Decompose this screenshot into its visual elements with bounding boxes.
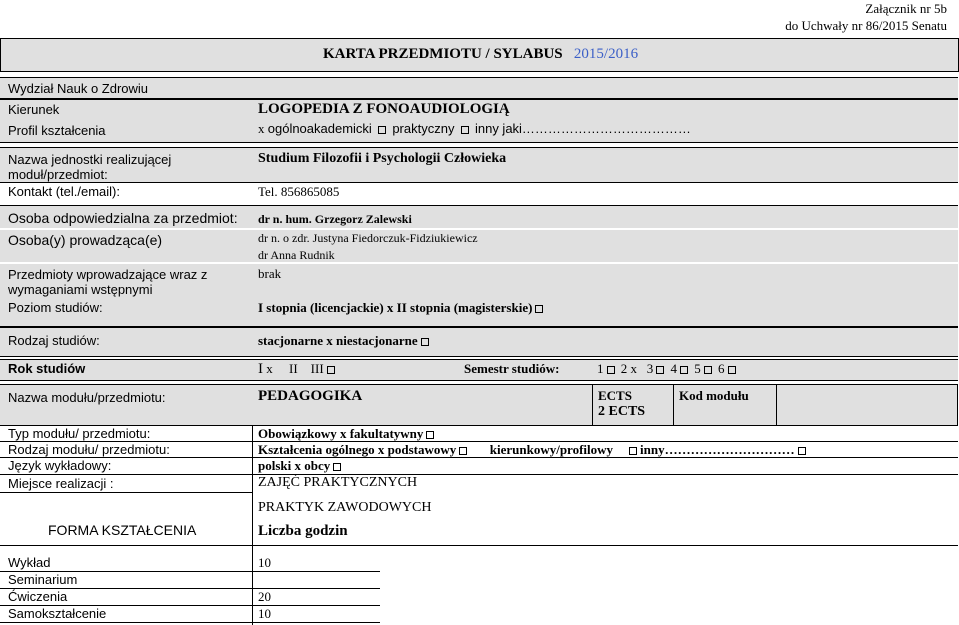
checkbox-icon[interactable] bbox=[421, 338, 429, 346]
checkbox-icon[interactable] bbox=[704, 366, 712, 374]
profil-mark: x bbox=[258, 121, 265, 136]
row-divider bbox=[0, 545, 958, 546]
wprowadzajace-label: Przedmioty wprowadzające wraz z wymaganiami wstępnymi bbox=[8, 267, 208, 297]
profil-option-other: inny jaki………………………………… bbox=[474, 121, 691, 136]
checkbox-icon[interactable] bbox=[461, 126, 469, 134]
ects-value: 2 ECTS bbox=[598, 404, 646, 419]
profil-option-practical: praktyczny bbox=[392, 121, 455, 136]
forms-column-divider bbox=[252, 545, 253, 625]
attachment-note bbox=[785, 0, 947, 34]
poziom-text: I stopnia (licencjackie) x II stopnia (magisterskie) bbox=[258, 300, 533, 315]
resolution-reference: do Uchwały nr 86/2015 Senatu bbox=[785, 18, 947, 33]
form-row-divider bbox=[0, 622, 380, 623]
jednostka-value: Studium Filozofii i Psychologii Człowieka bbox=[258, 151, 507, 166]
checkbox-icon[interactable] bbox=[459, 447, 467, 455]
form-name: Ćwiczenia bbox=[8, 589, 68, 604]
form-hours: 10 bbox=[258, 606, 271, 621]
miejsce-value: ZAJĘĆ PRAKTYCZNYCH bbox=[258, 475, 418, 490]
year-1: I bbox=[258, 361, 263, 377]
persons-divider bbox=[0, 262, 958, 264]
rodzaj-text: stacjonarne x niestacjonarne bbox=[258, 333, 418, 348]
row-divider bbox=[0, 457, 958, 458]
faculty-band bbox=[0, 77, 958, 99]
semester-6: 6 bbox=[718, 361, 725, 376]
jezyk-value bbox=[258, 458, 344, 474]
kontakt-value: Tel. 856865085 bbox=[258, 184, 340, 199]
checkbox-icon[interactable] bbox=[426, 431, 434, 439]
miejsce-label: Miejsce realizacji : bbox=[8, 476, 114, 491]
attachment-number: Załącznik nr 5b bbox=[865, 1, 947, 16]
odpowiedzialna-label: Osoba odpowiedzialna za przedmiot: bbox=[8, 210, 238, 226]
semester-mark: x bbox=[630, 361, 637, 376]
rodzaj-value bbox=[258, 333, 432, 349]
checkbox-icon[interactable] bbox=[728, 366, 736, 374]
prowadzaca-value-2: dr Anna Rudnik bbox=[258, 248, 335, 262]
prowadzaca-value-1: dr n. o zdr. Justyna Fiedorczuk-Fidziukiewicz bbox=[258, 231, 478, 245]
ects-label: ECTS bbox=[598, 388, 632, 403]
checkbox-icon[interactable] bbox=[629, 447, 637, 455]
ects-divider bbox=[592, 384, 593, 426]
rodzaj-modulu-value bbox=[258, 442, 809, 458]
semester-2: 2 bbox=[620, 361, 628, 376]
form-name: Seminarium bbox=[8, 572, 78, 587]
kierunek-value: LOGOPEDIA Z FONOAUDIOLOGIĄ bbox=[258, 101, 510, 117]
odpowiedzialna-value: dr n. hum. Grzegorz Zalewski bbox=[258, 212, 412, 226]
year-mark: x bbox=[266, 361, 273, 376]
checkbox-icon[interactable] bbox=[378, 126, 386, 134]
profil-option-academic: ogólnoakademicki bbox=[267, 121, 372, 136]
checkbox-icon[interactable] bbox=[327, 366, 335, 374]
typ-value bbox=[258, 426, 437, 442]
jezyk-text: polski x obcy bbox=[258, 458, 331, 473]
typ-label: Typ modułu/ przedmiotu: bbox=[8, 426, 151, 441]
liczba-label: Liczba godzin bbox=[258, 523, 348, 539]
checkbox-icon[interactable] bbox=[333, 463, 341, 471]
year-2: II bbox=[289, 361, 298, 376]
rodzaj-label: Rodzaj studiów: bbox=[8, 333, 100, 348]
semestr-label: Semestr studiów: bbox=[464, 361, 560, 376]
form-name: Wykład bbox=[8, 555, 51, 570]
kod-divider bbox=[673, 384, 674, 426]
checkbox-icon[interactable] bbox=[656, 366, 664, 374]
card-title: KARTA PRZEDMIOTU / SYLABUS bbox=[323, 46, 563, 62]
year-3: III bbox=[310, 361, 324, 376]
kontakt-label: Kontakt (tel./email): bbox=[8, 184, 120, 199]
poziom-value bbox=[258, 300, 546, 316]
row-divider bbox=[0, 474, 958, 475]
checkbox-icon[interactable] bbox=[607, 366, 615, 374]
checkbox-icon[interactable] bbox=[798, 447, 806, 455]
rok-options bbox=[258, 361, 338, 377]
kod-cell[interactable] bbox=[776, 384, 958, 426]
rodzaj-modulu-option-3: inny………………………… bbox=[640, 442, 795, 457]
semester-3: 3 bbox=[646, 361, 654, 376]
wprowadzajace-value: brak bbox=[258, 266, 282, 281]
checkbox-icon[interactable] bbox=[535, 305, 543, 313]
jezyk-label: Język wykładowy: bbox=[8, 458, 112, 473]
semester-1: 1 bbox=[597, 361, 604, 376]
nazwa-label: Nazwa modułu/przedmiotu: bbox=[8, 390, 166, 405]
checkbox-icon[interactable] bbox=[680, 366, 688, 374]
semestr-options bbox=[597, 361, 739, 377]
persons-divider bbox=[0, 228, 958, 230]
profil-options bbox=[258, 121, 691, 137]
praktyk-value: PRAKTYK ZAWODOWYCH bbox=[258, 500, 432, 515]
page-title bbox=[323, 46, 638, 63]
kod-label: Kod modułu bbox=[679, 388, 749, 403]
form-name: Samokształcenie bbox=[8, 606, 107, 621]
nazwa-value: PEDAGOGIKA bbox=[258, 388, 363, 404]
academic-year: 2015/2016 bbox=[573, 46, 639, 62]
form-hours: 20 bbox=[258, 589, 271, 604]
semester-4: 4 bbox=[670, 361, 677, 376]
rodzaj-modulu-label: Rodzaj modułu/ przedmiotu: bbox=[8, 442, 170, 457]
prowadzaca-label: Osoba(y) prowadząca(e) bbox=[8, 232, 163, 248]
rodzaj-modulu-option-2: kierunkowy/profilowy bbox=[489, 442, 614, 457]
title-box bbox=[0, 38, 959, 72]
forma-label: FORMA KSZTAŁCENIA bbox=[48, 522, 197, 538]
jednostka-label: Nazwa jednostki realizującej moduł/przedmiot: bbox=[8, 152, 172, 182]
kierunek-label: Kierunek bbox=[8, 102, 60, 117]
profil-label: Profil kształcenia bbox=[8, 123, 106, 138]
form-hours: 10 bbox=[258, 555, 271, 570]
poziom-label: Poziom studiów: bbox=[8, 300, 103, 315]
study-type-band bbox=[0, 327, 958, 357]
rodzaj-modulu-option-1: Kształcenia ogólnego x podstawowy bbox=[258, 442, 457, 457]
faculty-name: Wydział Nauk o Zdrowiu bbox=[8, 81, 149, 96]
semester-5: 5 bbox=[694, 361, 701, 376]
rok-label: Rok studiów bbox=[8, 361, 86, 376]
typ-text: Obowiązkowy x fakultatywny bbox=[258, 426, 424, 441]
